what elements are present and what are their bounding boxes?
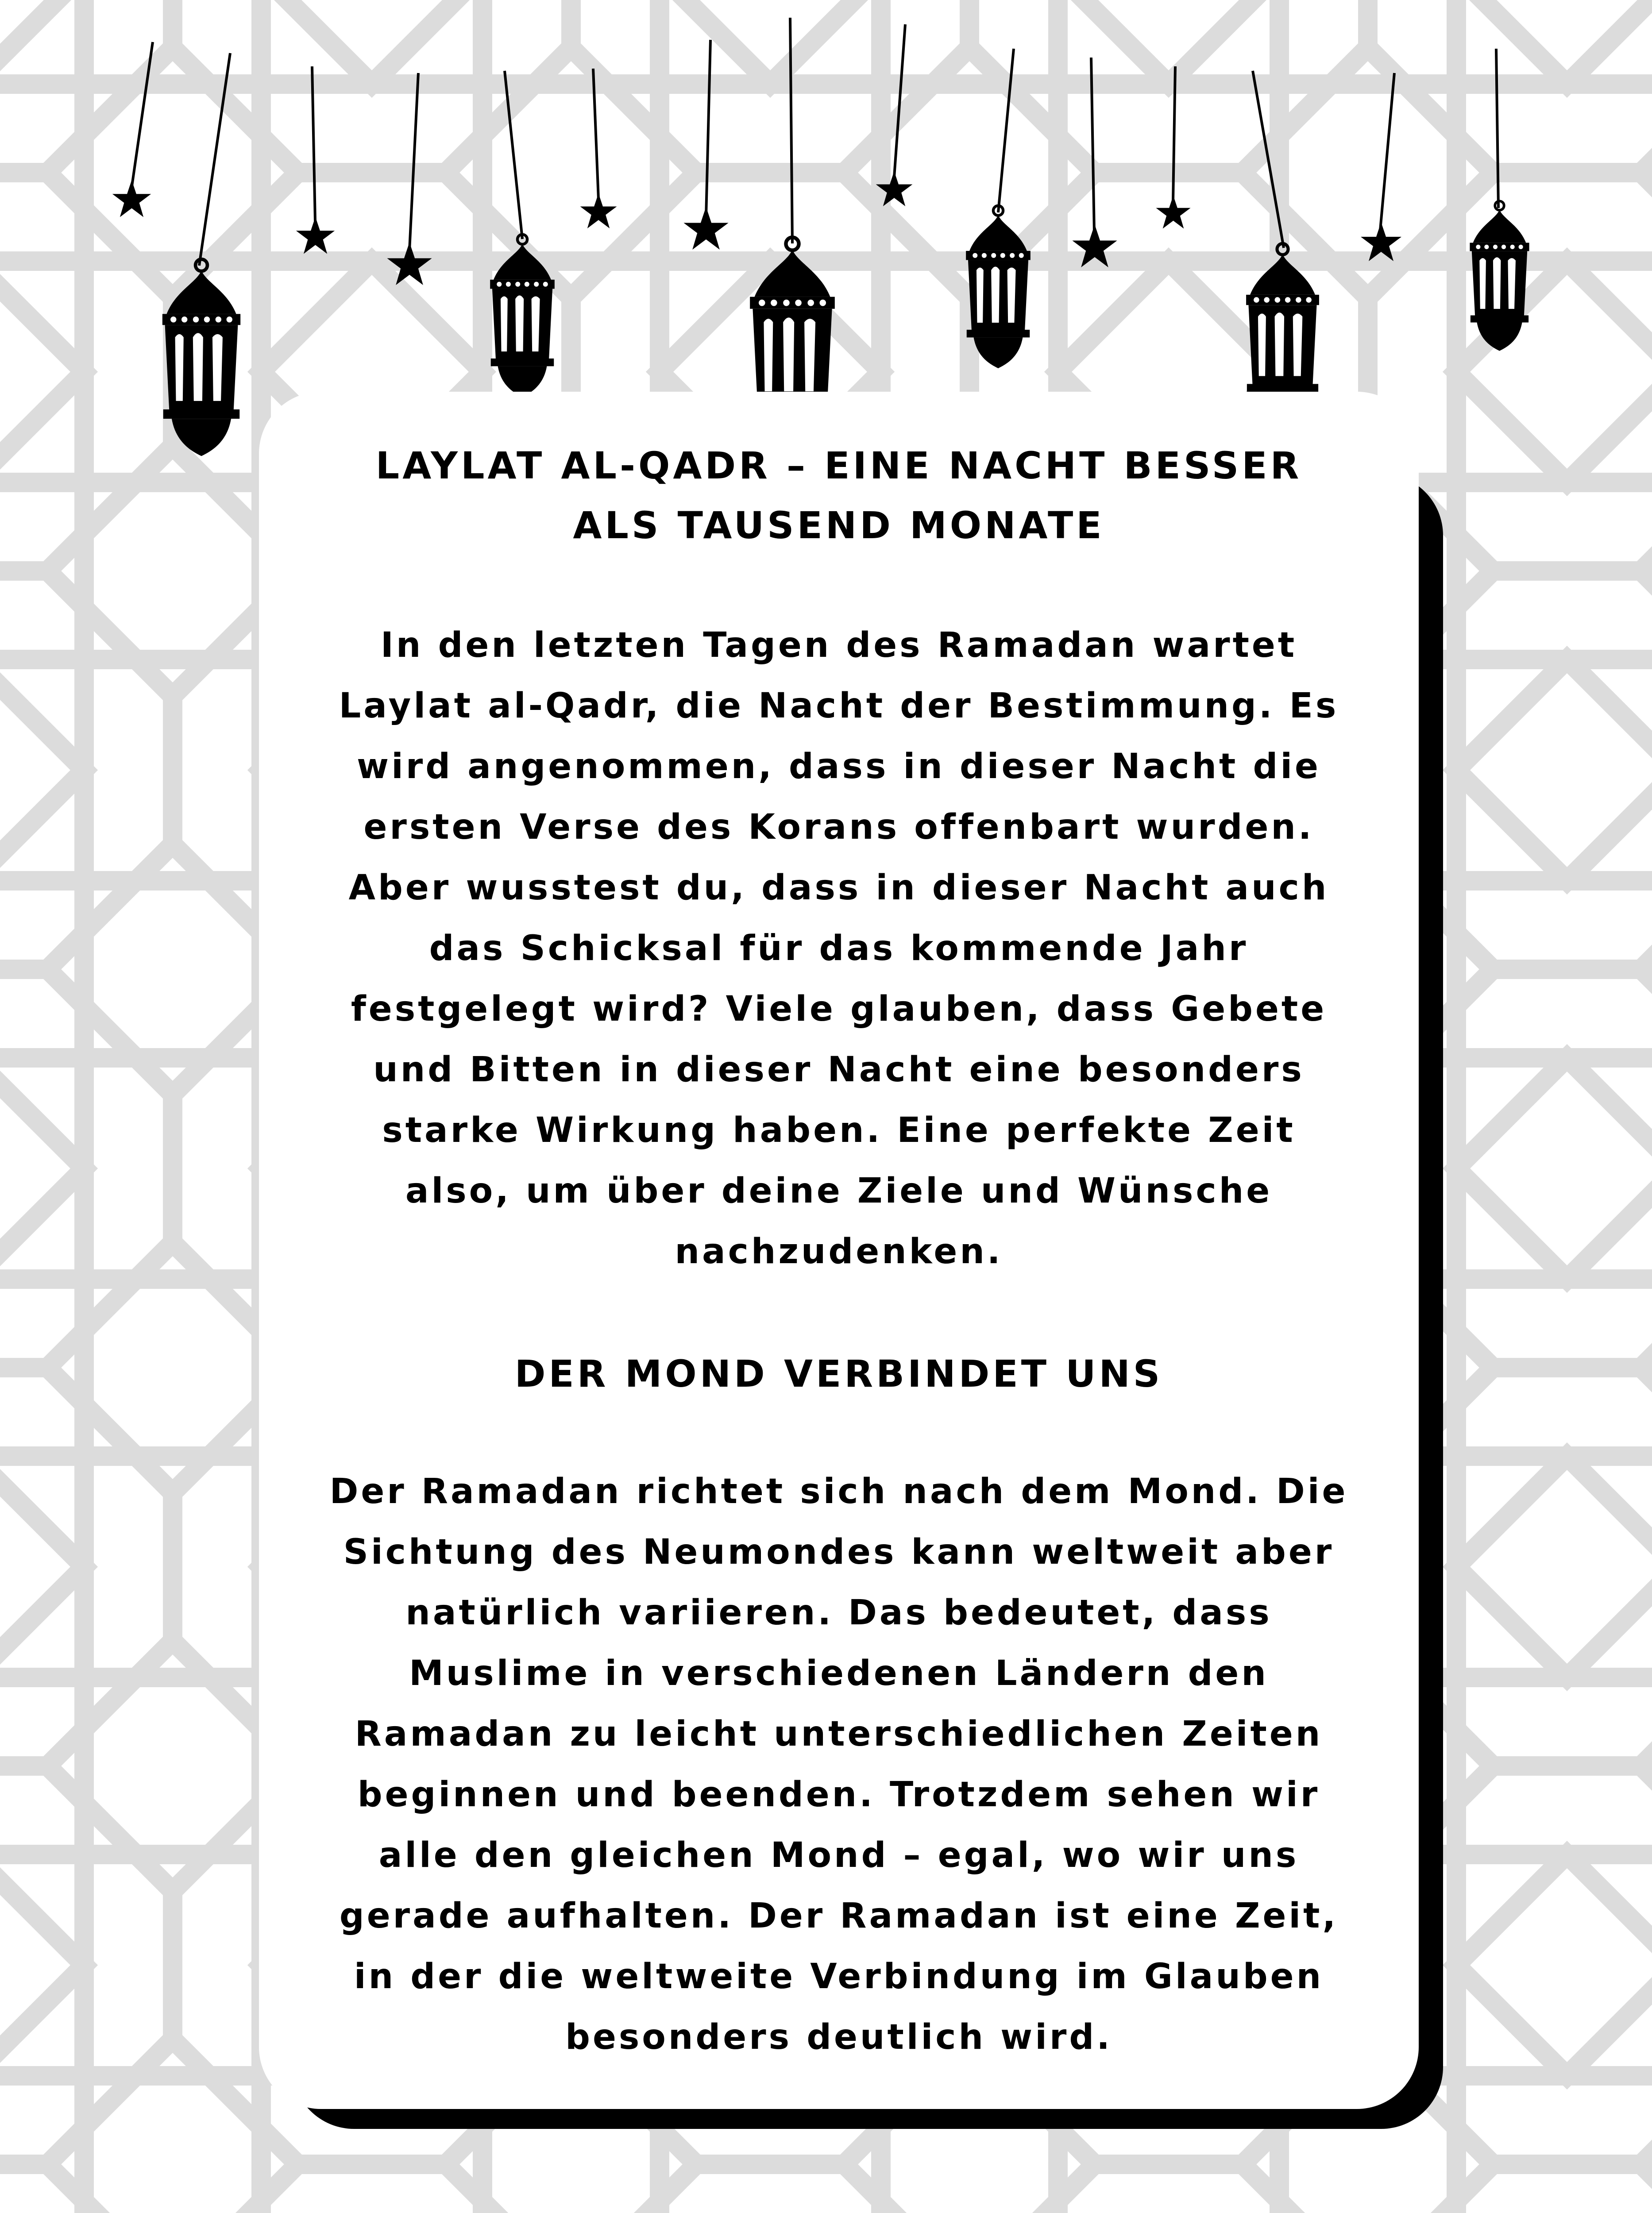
paragraph-line: in der die weltweite Verbindung im Glauben — [354, 1957, 1324, 1997]
content-card — [259, 392, 1419, 2109]
star-icon — [296, 217, 335, 254]
star-icon — [580, 193, 617, 228]
paragraph-line: In den letzten Tagen des Ramadan wartet — [380, 625, 1297, 665]
section-laylat-al-qadr — [325, 436, 1352, 1282]
star-icon — [112, 180, 151, 217]
paragraph-line: das Schicksal für das kommende Jahr — [429, 929, 1249, 968]
lantern-icon — [490, 235, 555, 397]
paragraph-line: beginnen und beenden. Trotzdem sehen wir — [357, 1775, 1320, 1815]
paragraph-line: also, um über deine Ziele und Wünsche — [405, 1171, 1273, 1211]
section-paragraph — [325, 615, 1352, 1282]
star-icon — [876, 171, 913, 206]
paragraph-line: besonders deutlich wird. — [565, 2017, 1112, 2057]
paragraph-line: Muslime in verschiedenen Ländern den — [409, 1654, 1269, 1693]
paragraph-line: nachzudenken. — [675, 1232, 1003, 1272]
star-icon — [387, 242, 432, 285]
lantern-icon — [1470, 201, 1529, 351]
star-icon — [1072, 224, 1117, 267]
paragraph-line: Sichtung des Neumondes kann weltweit aber — [343, 1532, 1335, 1572]
paragraph-line: gerade aufhalten. Der Ramadan ist eine Zeit, — [339, 1896, 1339, 1936]
paragraph-line: starke Wirkung haben. Eine perfekte Zeit — [382, 1110, 1296, 1150]
lantern-icon — [162, 259, 240, 456]
paragraph-line: und Bitten in dieser Nacht eine besonders — [373, 1050, 1305, 1090]
paragraph-line: Aber wusstest du, dass in dieser Nacht auch — [348, 868, 1329, 908]
star-icon — [1156, 196, 1190, 229]
lantern-icon — [966, 206, 1031, 368]
paragraph-line: alle den gleichen Mond – egal, wo wir uns — [378, 1835, 1299, 1875]
paragraph-line: ersten Verse des Korans offenbart wurden. — [363, 807, 1314, 847]
star-icon — [1361, 222, 1401, 261]
section-heading: LAYLAT AL-QADR – EINE NACHT BESSER — [375, 444, 1302, 487]
star-icon — [683, 207, 728, 250]
section-heading: DER MOND VERBINDET UNS — [514, 1352, 1163, 1396]
section-heading: ALS TAUSEND MONATE — [573, 504, 1105, 547]
section-paragraph — [325, 1461, 1352, 2068]
paragraph-line: wird angenommen, dass in dieser Nacht die — [357, 747, 1321, 787]
paragraph-line: Der Ramadan richtet sich nach dem Mond. Die — [329, 1472, 1348, 1511]
paragraph-line: festgelegt wird? Viele glauben, dass Gebete — [351, 989, 1327, 1029]
paragraph-line: Laylat al-Qadr, die Nacht der Bestimmung. Es — [339, 686, 1339, 726]
section-mond — [325, 1344, 1352, 2068]
paragraph-line: Ramadan zu leicht unterschiedlichen Zeiten — [355, 1714, 1323, 1754]
paragraph-line: natürlich variieren. Das bedeutet, dass — [405, 1593, 1272, 1633]
